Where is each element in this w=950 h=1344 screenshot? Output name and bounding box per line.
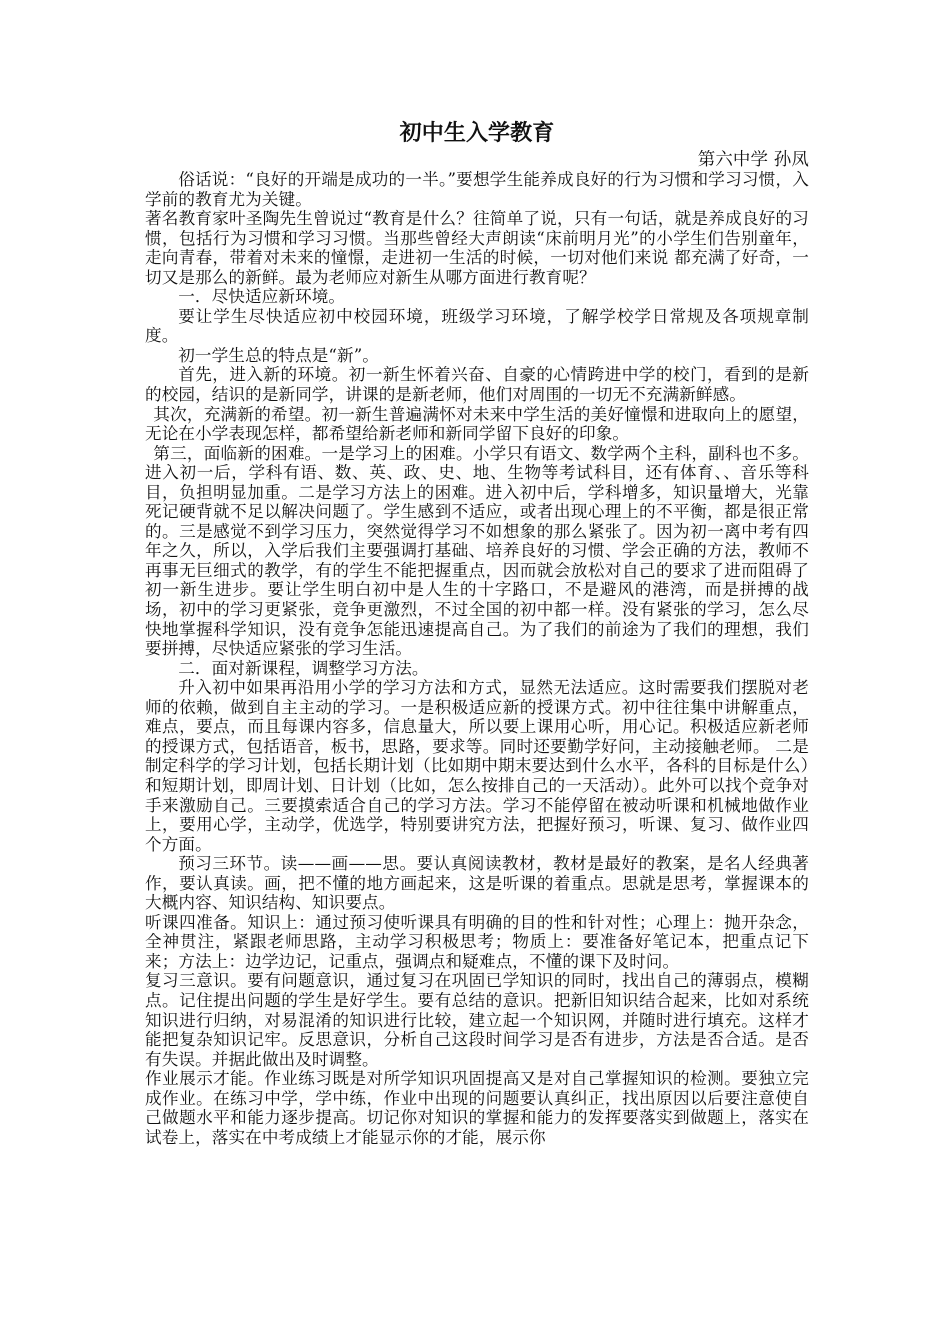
section-heading: 一．尽快适应新环境。 — [178, 287, 346, 307]
paragraph: 复习三意识。要有问题意识，通过复习在巩固已学知识的同时，找出自己的薄弱点，模糊点。记住提出问题的学生是好学生。要有总结的意识。把新旧知识结合起来，比如对系统知识进行归纳，对易混淆的知识进行比较，建立起一个知识网，并随时进行填充。这样才能把复杂知识记牢。反思意识，分析自己这段时间学习是否有进步，方法是否合适。是否有失误。并据此做出及时调整。 — [145, 971, 809, 1069]
paragraph: 著名教育家叶圣陶先生曾说过“教育是什么？往简单了说，只有一句话，就是养成良好的习惯，包括行为习惯和学习习惯。当那些曾经大声朗读“床前明月光”的小学生们告别童年，走向青春，带着对未来的憧憬，走进初一生活的时候，一切对他们来说 都充满了好奇，一切又是那么的新鲜。最为老师应对新生从哪方面进行教育呢？ — [145, 209, 809, 287]
paragraph: 初一学生总的特点是“新”。 — [178, 345, 379, 365]
paragraph: 预习三环节。读——画——思。要认真阅读教材，教材是最好的教案，是名人经典著作，要认真读。画，把不懂的地方画起来，这是听课的着重点。思就是思考，掌握课本的大概内容、知识结构、知识要点。 — [145, 854, 809, 913]
document-page — [145, 118, 809, 1147]
document-author: 第六中学 孙凤 — [697, 150, 809, 170]
paragraph: 其次，充满新的希望。初一新生普遍满怀对未来中学生活的美好憧憬和进取向上的愿望，无论在小学表现怎样，都希望给新老师和新同学留下良好的印象。 — [145, 404, 809, 444]
paragraph: 听课四准备。知识上：通过预习使听课具有明确的目的性和针对性；心理上：抛开杂念，全神贯注，紧跟老师思路，主动学习积极思考；物质上：要准备好笔记本，把重点记下来；方法上：边学边记，记重点，强调点和疑难点，不懂的课下及时问。 — [145, 912, 809, 971]
document-title: 初中生入学教育 — [399, 121, 555, 146]
paragraph: 第三，面临新的困难。一是学习上的困难。小学只有语文、数学两个主科，副科也不多。进入初一后，学科有语、数、英、政、史、地、生物等考试科目，还有体育、、音乐等科目，负担明显加重。二是学习方法上的困难。进入初中后，学科增多，知识量增大，光靠死记硬背就不足以解决问题了。学生感到不适应，或者出现心理上的不平衡，都是很正常的。三是感觉不到学习压力，突然觉得学习不如想象的那么紧张了。因为初一离中考有四年之久，所以，入学后我们主要强调打基础、培养良好的习惯、学会正确的方法，教师不再事无巨细式的教学，有的学生不能把握重点，因而就会放松对自己的要求了进而阻碍了初一新生进步。要让学生明白初中是人生的十字路口，不是避风的港湾，而是拼搏的战场，初中的学习更紧张，竞争更激烈，不过全国的初中都一样。没有紧张的学习，怎么尽快地掌握科学知识，没有竞争怎能迅速提高自己。为了我们的前途为了我们的理想，我们要拼搏，尽快适应紧张的学习生活。 — [145, 443, 809, 659]
paragraph: 升入初中如果再沿用小学的学习方法和方式，显然无法适应。这时需要我们摆脱对老师的依赖，做到自主主动的学习。一是积极适应新的授课方式。初中往往集中讲解重点，难点，要点，而且每课内容多，信息量大，所以要上课用心听，用心记。积极适应新老师的授课方式，包括语音，板书，思路，要求等。同时还要勤学好问，主动接触老师。 二是制定科学的学习计划，包括长期计划（比如期中期末要达到什么水平，各科的目标是什么）和短期计划，即周计划、日计划（比如，怎么按排自己的一天活动）。此外可以找个竞争对手来激励自己。三要摸索适合自己的学习方法。学习不能停留在被动听课和机械地做作业上，要用心学，主动学，优选学，特别要讲究方法，把握好预习，听课、复习、做作业四个方面。 — [145, 678, 809, 854]
paragraph: 要让学生尽快适应初中校园环境，班级学习环境，了解学校学日常规及各项规章制度。 — [145, 306, 809, 346]
section-heading: 二．面对新课程，调整学习方法。 — [178, 658, 429, 678]
paragraph: 作业展示才能。作业练习既是对所学知识巩固提高又是对自己掌握知识的检测。要独立完成作业。在练习中学，学中练，作业中出现的问题要认真纠正，找出原因以后要注意使自己做题水平和能力逐步提高。切记你对知识的掌握和能力的发挥要落实到做题上，落实在试卷上，落实在中考成绩上才能显示你的才能，展示你 — [145, 1069, 809, 1147]
paragraph: 首先，进入新的环境。初一新生怀着兴奋、自豪的心情跨进中学的校门，看到的是新的校园，结识的是新同学，讲课的是新老师，他们对周围的一切无不充满新鲜感。 — [145, 365, 809, 405]
paragraph: 俗话说：“良好的开端是成功的一半。”要想学生能养成良好的行为习惯和学习习惯，入学前的教育尤为关键。 — [145, 170, 809, 209]
